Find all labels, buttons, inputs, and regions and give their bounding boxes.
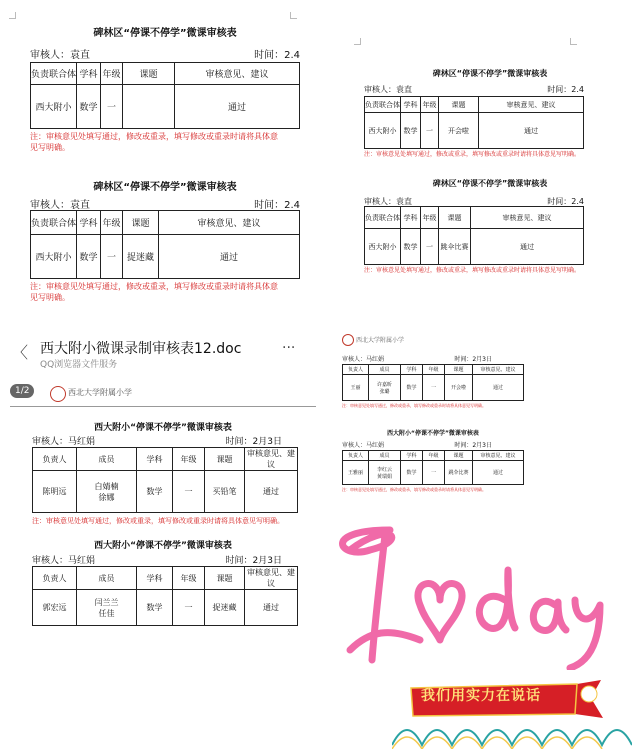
- header-cell: 学科: [77, 211, 101, 235]
- reviewer-label: 审核人：马红娟: [32, 556, 96, 566]
- header-cell: 审核意见、建议: [471, 207, 584, 229]
- header-cell: 成员: [77, 567, 137, 590]
- header-cell: 成员: [77, 448, 137, 471]
- cell-topic: 买铅笔: [205, 471, 245, 513]
- cell-grade: 一: [173, 471, 205, 513]
- note-text: 注：审核意见处填写通过，修改或重录，填写修改或重录时请将具体意见写明确。: [30, 132, 278, 152]
- table-title: 碑林区“停课不停学”微课审核表: [432, 69, 548, 78]
- cell-topic: 捉迷藏: [205, 590, 245, 626]
- header-cell: 成员: [369, 451, 401, 461]
- cell-result: 通过: [479, 113, 584, 149]
- header-cell: 负责联合体: [365, 207, 401, 229]
- sheet-top-right-2: [350, 170, 630, 290]
- banner-text: 我们用实力在说话: [421, 688, 541, 704]
- cell-grade: 一: [423, 375, 445, 401]
- cell-school: 西大附小: [31, 235, 77, 279]
- header-cell: 年级: [173, 448, 205, 471]
- header-cell: 年级: [173, 567, 205, 590]
- table-title: 碑林区“停课不停学”微课审核表: [432, 179, 548, 188]
- cell-grade: 一: [101, 85, 123, 129]
- header-cell: 负责联合体: [31, 211, 77, 235]
- header-cell: 年级: [101, 63, 123, 85]
- header-cell: 负责人: [33, 567, 77, 590]
- header-cell: 课题: [205, 567, 245, 590]
- cell-subject: 数学: [77, 235, 101, 279]
- header-cell: 学科: [137, 567, 173, 590]
- header-cell: 审核意见、建议: [175, 63, 300, 85]
- header-cell: 审核意见、建议: [159, 211, 300, 235]
- wave-pattern-decoration: [392, 715, 632, 749]
- header-cell: 年级: [421, 97, 439, 113]
- header-cell: 年级: [423, 451, 445, 461]
- time-label: 时间：2月3日: [454, 442, 492, 449]
- doc-subtitle: QQ浏览器文件服务: [40, 360, 118, 370]
- cell-result: 通过: [175, 85, 300, 129]
- time-label: 时间：2.4: [547, 197, 584, 206]
- more-button[interactable]: ···: [282, 340, 296, 356]
- back-button[interactable]: 〈: [12, 343, 29, 362]
- header-cell: 学科: [401, 451, 423, 461]
- reviewer-label: 审核人：袁直: [30, 200, 90, 211]
- cell-result: 通过: [471, 229, 584, 265]
- time-label: 时间：2.4: [547, 85, 584, 94]
- header-cell: 负责人: [33, 448, 77, 471]
- note-text: 注：审核意见处填写通过，修改或重录，填写修改或重录时请将具体意见写明确。: [364, 267, 581, 274]
- cell-topic: 开会啦: [445, 375, 473, 401]
- cell-members: 白婧楠 徐娜: [77, 471, 137, 513]
- cell-members: 闫兰兰 任佳: [77, 590, 137, 626]
- cell-topic: 开会啦: [439, 113, 479, 149]
- org-name: 西北大学附属小学: [68, 388, 132, 397]
- table-title: 碑林区“停课不停学”微课审核表: [93, 28, 237, 39]
- time-label: 时间：2月3日: [225, 556, 282, 566]
- cell-subject: 数学: [137, 471, 173, 513]
- cell-grade: 一: [423, 461, 445, 485]
- script-word-text: 1♡day: [330, 510, 334, 511]
- cell-members: 许嘉昕 张璐: [369, 375, 401, 401]
- time-label: 时间：2.4: [254, 200, 300, 211]
- time-label: 时间：2.4: [254, 50, 300, 61]
- reviewer-label: 审核人：马红娟: [32, 437, 96, 447]
- cell-lead: 王丽: [343, 375, 369, 401]
- cell-topic: 跳伞比赛: [439, 229, 471, 265]
- school-seal-icon: [342, 334, 354, 346]
- cell-result: 通过: [159, 235, 300, 279]
- cell-lead: 陈明远: [33, 471, 77, 513]
- reviewer-label: 审核人：马红娟: [342, 356, 385, 363]
- cell-grade: 一: [101, 235, 123, 279]
- time-label: 时间：2月3日: [225, 437, 282, 447]
- sheet-top-left-2: [0, 160, 330, 320]
- header-cell: 年级: [101, 211, 123, 235]
- header-cell: 审核意见、建议: [473, 451, 524, 461]
- school-seal-icon: [50, 386, 66, 402]
- table-title: 西大附小“停课不停学”微课审核表: [387, 430, 479, 437]
- cell-result: 通过: [245, 471, 298, 513]
- header-cell: 成员: [369, 365, 401, 375]
- header-cell: 负责人: [343, 365, 369, 375]
- note-text: 注：审核意见处填写通过，修改或重录，填写修改或重录时请将具体意见写明确。: [364, 151, 581, 158]
- note-text: 注：审核意见处填写通过，修改或重录，填写修改或重录时请将具体意见写明确。: [342, 403, 486, 408]
- cell-grade: 一: [421, 229, 439, 265]
- header-cell: 学科: [401, 207, 421, 229]
- cell-topic: 跳伞比赛: [445, 461, 473, 485]
- header-cell: 年级: [421, 207, 439, 229]
- header-cell: 课题: [439, 207, 471, 229]
- cell-subject: 数学: [77, 85, 101, 129]
- cell-lead: 王雅丽: [343, 461, 369, 485]
- cell-result: 通过: [473, 461, 524, 485]
- reviewer-label: 审核人：马红娟: [342, 442, 385, 449]
- header-cell: 审核意见、建议: [245, 448, 298, 471]
- cell-lead: 郭宏远: [33, 590, 77, 626]
- sheet-top-left-1: [0, 0, 330, 160]
- reviewer-label: 审核人：袁直: [30, 50, 90, 61]
- header-cell: 审核意见、建议: [473, 365, 524, 375]
- cell-school: 西大附小: [31, 85, 77, 129]
- cell-subject: 数学: [401, 113, 421, 149]
- note-text: 注：审核意见处填写通过，修改或重录，填写修改或重录时请将具体意见写明确。: [30, 282, 278, 302]
- note-text: 注：审核意见处填写通过，修改或重录，填写修改或重录时请将具体意见写明确。: [32, 517, 284, 525]
- cell-school: 西大附小: [365, 113, 401, 149]
- header-cell: 审核意见、建议: [479, 97, 584, 113]
- doc-title: 西大附小微课录制审核表12.doc: [40, 341, 242, 357]
- table-title: 西大附小“停课不停学”微课审核表: [94, 423, 232, 433]
- script-word-decoration: [330, 510, 630, 670]
- header-cell: 课题: [439, 97, 479, 113]
- sheet-top-right-1: [350, 20, 630, 170]
- header-cell: 负责联合体: [31, 63, 77, 85]
- header-cell: 课题: [205, 448, 245, 471]
- cell-topic: 捉迷藏: [123, 235, 159, 279]
- cell-result: 通过: [473, 375, 524, 401]
- table-title: 西大附小“停课不停学”微课审核表: [94, 541, 232, 551]
- doc-viewer: [0, 330, 326, 630]
- page-indicator: 1/2: [10, 384, 34, 398]
- cell-subject: 数学: [401, 229, 421, 265]
- cell-topic: [123, 85, 175, 129]
- header-cell: 负责联合体: [365, 97, 401, 113]
- header-cell: 课题: [445, 365, 473, 375]
- cell-grade: 一: [173, 590, 205, 626]
- header-cell: 学科: [77, 63, 101, 85]
- header-cell: 学科: [401, 97, 421, 113]
- cell-subject: 数学: [401, 461, 423, 485]
- header-cell: 年级: [423, 365, 445, 375]
- header-cell: 审核意见、建议: [245, 567, 298, 590]
- header-cell: 负责人: [343, 451, 369, 461]
- cell-result: 通过: [245, 590, 298, 626]
- table-title: 碑林区“停课不停学”微课审核表: [93, 182, 237, 193]
- cell-subject: 数学: [137, 590, 173, 626]
- header-cell: 学科: [137, 448, 173, 471]
- header-cell: 课题: [445, 451, 473, 461]
- reviewer-label: 审核人：袁直: [364, 197, 412, 206]
- cell-members: 李红云 黄瑞娟: [369, 461, 401, 485]
- reviewer-label: 审核人：袁直: [364, 85, 412, 94]
- small-doc: [338, 330, 528, 520]
- header-cell: 课题: [123, 63, 175, 85]
- org-name: 西北大学附属小学: [356, 337, 405, 344]
- cell-school: 西大附小: [365, 229, 401, 265]
- time-label: 时间：2月3日: [454, 356, 492, 363]
- note-text: 注：审核意见处填写通过，修改或重录，填写修改或重录时请将具体意见写明确。: [342, 487, 486, 492]
- header-cell: 课题: [123, 211, 159, 235]
- cell-grade: 一: [421, 113, 439, 149]
- cell-subject: 数学: [401, 375, 423, 401]
- header-cell: 学科: [401, 365, 423, 375]
